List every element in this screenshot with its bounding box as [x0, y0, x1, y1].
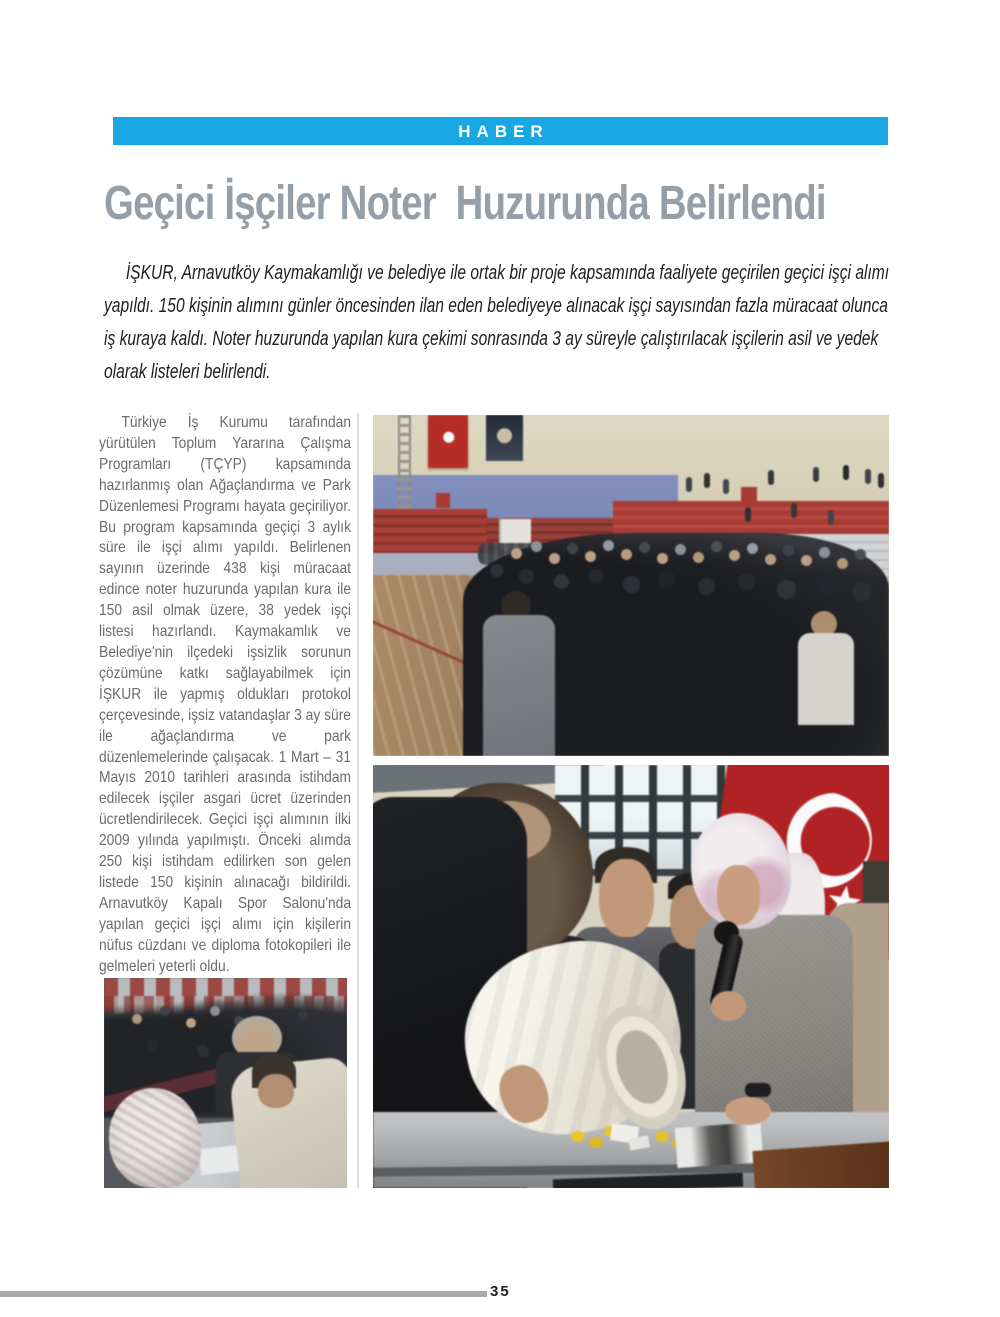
- column-divider: [357, 413, 359, 1188]
- woman-face: [717, 865, 760, 925]
- white-jacket-man: [798, 633, 854, 725]
- turkish-flag: [428, 415, 468, 468]
- woman-coat: [695, 915, 853, 1131]
- cream-jacket-man-face: [258, 1074, 294, 1108]
- document-on-table: [675, 1122, 764, 1168]
- photo-lottery-draw: [373, 765, 889, 1188]
- crowd-heads: [104, 978, 110, 984]
- official-face: [599, 859, 654, 937]
- article-title: Geçici İşçiler Noter Huzurunda Belirlendi: [104, 177, 826, 230]
- red-seats-left: [373, 509, 487, 557]
- woman-hand-table: [725, 1097, 771, 1125]
- article-body: Türkiye İş Kurumu tarafından yürütülen Toplum Yararına Çalışma Programları (TÇYP) kapsamında hazırlanmış olan Ağaçlandırma ve Park Düzenlemesi Programı hayata geçiriliyor. Bu program kapsamında geçiçi 3 aylık süre ile işçi alımı yapıldı. Belirlenen sayının üzerinde 438 kişi müracaat edince noter huzurunda yapılan kura ile 150 asil olmak üzere, 38 yedek işçi listesi hazırlandı. Kaymakamlık ve Belediye'nin ilçedeki işsizlik sorunun çözümüne katkı sağlayabilmek için İŞKUR ile yapmış oldukları protokol çerçevesinde, işsiz vatandaşlar 3 ay süre ile ağaçlandırma ve park düzenlemelerinde çalışacak. 1 Mart – 31 Mayıs 2010 tarihleri arasında istihdam edilecek işçiler asgari ücret üzerinden ücretlendirilecek. Geçici işçi alımının ilki 2009 yılında yapılmıştı. Önceki alımda 250 kişi istihdam edilirken son gelen listede 150 kişinin alınacağı bildirildi. Arnavutköy Kapalı Spor Salonu'nda yapılan geçici işçi alımı için kişilerin nüfus cüzdanı ve diploma fotokopileri ile gelmeleri yeterli oldu.: [99, 414, 351, 975]
- red-seats-right: [613, 501, 889, 534]
- gray-jacket-man: [483, 615, 555, 756]
- crowd-heads: [373, 415, 380, 422]
- photo-lottery-draw-scene: [373, 765, 889, 1188]
- ataturk-portrait: [486, 415, 523, 461]
- footer-rule: [0, 1291, 487, 1297]
- woman-hand-mic: [711, 991, 746, 1021]
- photo-sports-hall: [373, 415, 889, 756]
- lottery-capsules: [373, 765, 387, 776]
- section-kicker-bar: HABER: [113, 117, 888, 145]
- photo-applicants-table-scene: [104, 978, 347, 1188]
- photo-sports-hall-scene: [373, 415, 889, 756]
- wrist-watch: [745, 1083, 771, 1097]
- article-intro: İŞKUR, Arnavutköy Kaymakamlığı ve belediye ile ortak bir proje kapsamında faaliyete geçirilen geçici işçi alımı yapıldı. 150 kişinin alımını günler öncesinden ilan eden belediyeye alınacak işçi sayısından fazla müracaat olunca iş kuraya kaldı. Noter huzurunda yapılan kura çekimi sonrasında 3 ay süreyle çalıştırılacak işçilerin asil ve yedek olarak listeleri belirlendi.: [104, 262, 890, 383]
- photo-applicants-table: [104, 978, 347, 1188]
- headscarf-woman: [109, 1088, 201, 1188]
- gallery-flag: [741, 487, 757, 505]
- small-flag: [436, 493, 450, 508]
- page-number: 35: [490, 1283, 511, 1300]
